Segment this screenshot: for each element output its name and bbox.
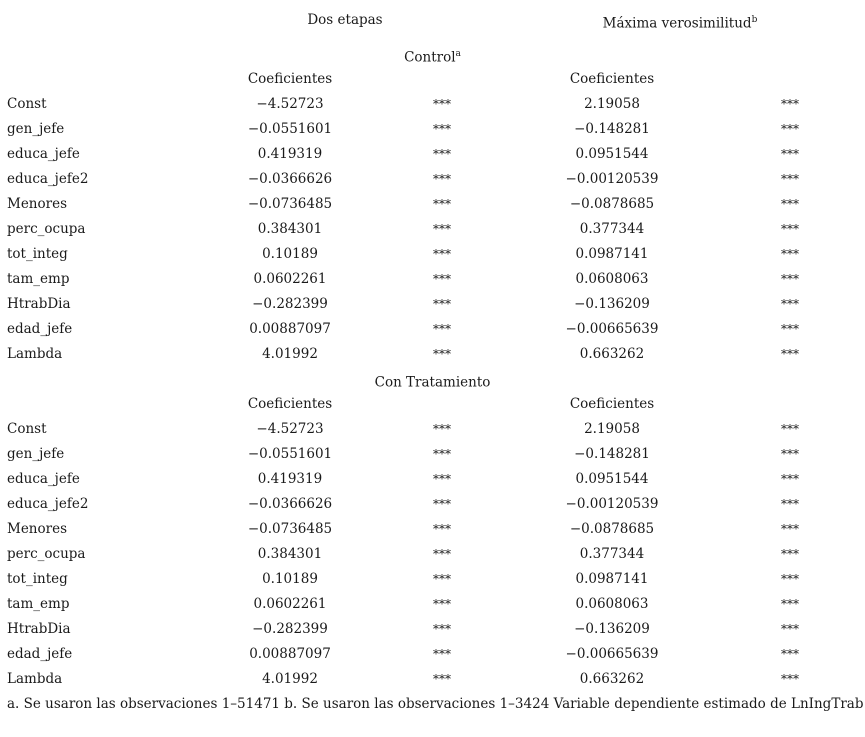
variable-name: tam_emp [7,271,70,287]
coef-two-stage: −0.0736485 [247,196,333,212]
coef-two-stage: −0.0736485 [247,521,333,537]
coef-max-likelihood: −0.00120539 [565,496,659,512]
col2-title [580,10,780,34]
variable-name: educa_jefe [7,146,80,162]
significance-max-likelihood: *** [781,247,799,261]
table-row [0,569,865,594]
coef-two-stage: −4.52723 [256,421,324,437]
coef-max-likelihood: 0.377344 [579,221,645,237]
significance-max-likelihood: *** [781,97,799,111]
significance-max-likelihood: *** [781,497,799,511]
significance-max-likelihood: *** [781,422,799,436]
section-title-row [0,369,865,394]
variable-name: perc_ocupa [7,221,86,237]
col2-title-sup: b [751,15,758,25]
table-row [0,619,865,644]
significance-max-likelihood: *** [781,222,799,236]
significance-max-likelihood: *** [781,197,799,211]
variable-name: Const [7,421,47,437]
coef-max-likelihood: −0.148281 [574,121,650,137]
table-row [0,594,865,619]
section-title [300,369,565,393]
significance-two-stage: *** [433,272,451,286]
significance-max-likelihood: *** [781,172,799,186]
coef-max-likelihood: 0.663262 [579,671,645,687]
variable-name: edad_jefe [7,646,73,662]
coef-two-stage: 0.00887097 [249,321,331,337]
table-row [0,269,865,294]
coef-max-likelihood: −0.0878685 [569,196,655,212]
table-row [0,169,865,194]
table-row [0,244,865,269]
significance-two-stage: *** [433,297,451,311]
significance-two-stage: *** [433,472,451,486]
variable-name: educa_jefe2 [7,496,89,512]
coef-two-stage: 0.00887097 [249,646,331,662]
coef-max-likelihood: 0.0608063 [575,271,649,287]
coef-two-stage: −0.0366626 [247,171,333,187]
significance-max-likelihood: *** [781,297,799,311]
col1-title: Dos etapas [307,12,383,28]
section-title-row [0,44,865,69]
col1-header: Coeficientes [247,396,333,412]
coef-max-likelihood: −0.148281 [574,446,650,462]
coef-two-stage: −0.282399 [252,296,328,312]
coef-max-likelihood: 2.19058 [584,96,640,112]
coef-two-stage: 0.384301 [257,221,323,237]
table-row [0,469,865,494]
significance-max-likelihood: *** [781,272,799,286]
significance-max-likelihood: *** [781,447,799,461]
significance-max-likelihood: *** [781,672,799,686]
significance-two-stage: *** [433,422,451,436]
section-title-sup: a [455,49,461,59]
column-header-row [0,69,865,94]
coef-two-stage: −4.52723 [256,96,324,112]
table-row [0,194,865,219]
col2-header: Coeficientes [569,396,655,412]
variable-name: HtrabDia [7,621,71,637]
significance-max-likelihood: *** [781,647,799,661]
coef-two-stage: −0.282399 [252,621,328,637]
significance-max-likelihood: *** [781,347,799,361]
col1-header: Coeficientes [247,71,333,87]
col2-title-text: Máxima verosimilitud [602,15,752,32]
variable-name: tot_integ [7,246,68,262]
table-row [0,444,865,469]
coef-two-stage: −0.0551601 [247,446,333,462]
variable-name: Lambda [7,346,63,362]
coef-max-likelihood: −0.00120539 [565,171,659,187]
coef-two-stage: 0.419319 [257,471,323,487]
header-row [0,10,865,35]
significance-max-likelihood: *** [781,522,799,536]
variable-name: educa_jefe2 [7,171,89,187]
significance-max-likelihood: *** [781,122,799,136]
significance-two-stage: *** [433,322,451,336]
significance-max-likelihood: *** [781,597,799,611]
significance-two-stage: *** [433,672,451,686]
variable-name: edad_jefe [7,321,73,337]
coef-max-likelihood: 0.0987141 [575,571,649,587]
table-row [0,419,865,444]
coef-max-likelihood: −0.0878685 [569,521,655,537]
significance-two-stage: *** [433,347,451,361]
table-row [0,544,865,569]
coef-two-stage: 0.384301 [257,546,323,562]
table-row [0,119,865,144]
variable-name: HtrabDia [7,296,71,312]
significance-two-stage: *** [433,222,451,236]
table-row [0,94,865,119]
significance-two-stage: *** [433,547,451,561]
section-title-text: Con Tratamiento [374,374,491,391]
variable-name: gen_jefe [7,446,65,462]
table-row [0,319,865,344]
significance-two-stage: *** [433,522,451,536]
coef-max-likelihood: −0.00665639 [565,646,659,662]
significance-two-stage: *** [433,147,451,161]
table-row [0,219,865,244]
variable-name: Menores [7,521,68,537]
significance-max-likelihood: *** [781,622,799,636]
significance-two-stage: *** [433,647,451,661]
table-row [0,344,865,369]
table-row [0,669,865,694]
variable-name: perc_ocupa [7,546,86,562]
significance-max-likelihood: *** [781,322,799,336]
coef-max-likelihood: 2.19058 [584,421,640,437]
coef-two-stage: −0.0551601 [247,121,333,137]
coef-two-stage: 0.419319 [257,146,323,162]
table-row [0,144,865,169]
variable-name: Menores [7,196,68,212]
coef-max-likelihood: 0.0951544 [575,471,649,487]
variable-name: gen_jefe [7,121,65,137]
coef-max-likelihood: 0.0608063 [575,596,649,612]
variable-name: Lambda [7,671,63,687]
column-header-row [0,394,865,419]
table-row [0,294,865,319]
table-row [0,519,865,544]
coef-max-likelihood: −0.00665639 [565,321,659,337]
coef-max-likelihood: −0.136209 [574,621,650,637]
significance-two-stage: *** [433,97,451,111]
significance-two-stage: *** [433,247,451,261]
coef-two-stage: 0.0602261 [253,271,327,287]
significance-two-stage: *** [433,172,451,186]
footnote: a. Se usaron las observaciones 1–51471 b. Se usaron las observaciones 1–3424 Variable dependiente estimado de LnIngTrab [7,696,864,712]
variable-name: tam_emp [7,596,70,612]
variable-name: tot_integ [7,571,68,587]
significance-max-likelihood: *** [781,472,799,486]
coef-max-likelihood: 0.0987141 [575,246,649,262]
coef-two-stage: 4.01992 [262,671,318,687]
significance-max-likelihood: *** [781,572,799,586]
significance-two-stage: *** [433,197,451,211]
coef-max-likelihood: −0.136209 [574,296,650,312]
significance-two-stage: *** [433,597,451,611]
section-title-text: Control [404,49,456,66]
significance-max-likelihood: *** [781,547,799,561]
table-row [0,644,865,669]
coef-two-stage: 0.10189 [262,571,318,587]
significance-two-stage: *** [433,447,451,461]
table-row [0,494,865,519]
coef-two-stage: 0.0602261 [253,596,327,612]
section-title [300,44,565,68]
significance-two-stage: *** [433,497,451,511]
coef-max-likelihood: 0.663262 [579,346,645,362]
variable-name: educa_jefe [7,471,80,487]
coef-two-stage: 0.10189 [262,246,318,262]
coef-max-likelihood: 0.0951544 [575,146,649,162]
variable-name: Const [7,96,47,112]
significance-two-stage: *** [433,572,451,586]
significance-max-likelihood: *** [781,147,799,161]
coef-two-stage: −0.0366626 [247,496,333,512]
coef-two-stage: 4.01992 [262,346,318,362]
col2-header: Coeficientes [569,71,655,87]
significance-two-stage: *** [433,622,451,636]
significance-two-stage: *** [433,122,451,136]
coef-max-likelihood: 0.377344 [579,546,645,562]
